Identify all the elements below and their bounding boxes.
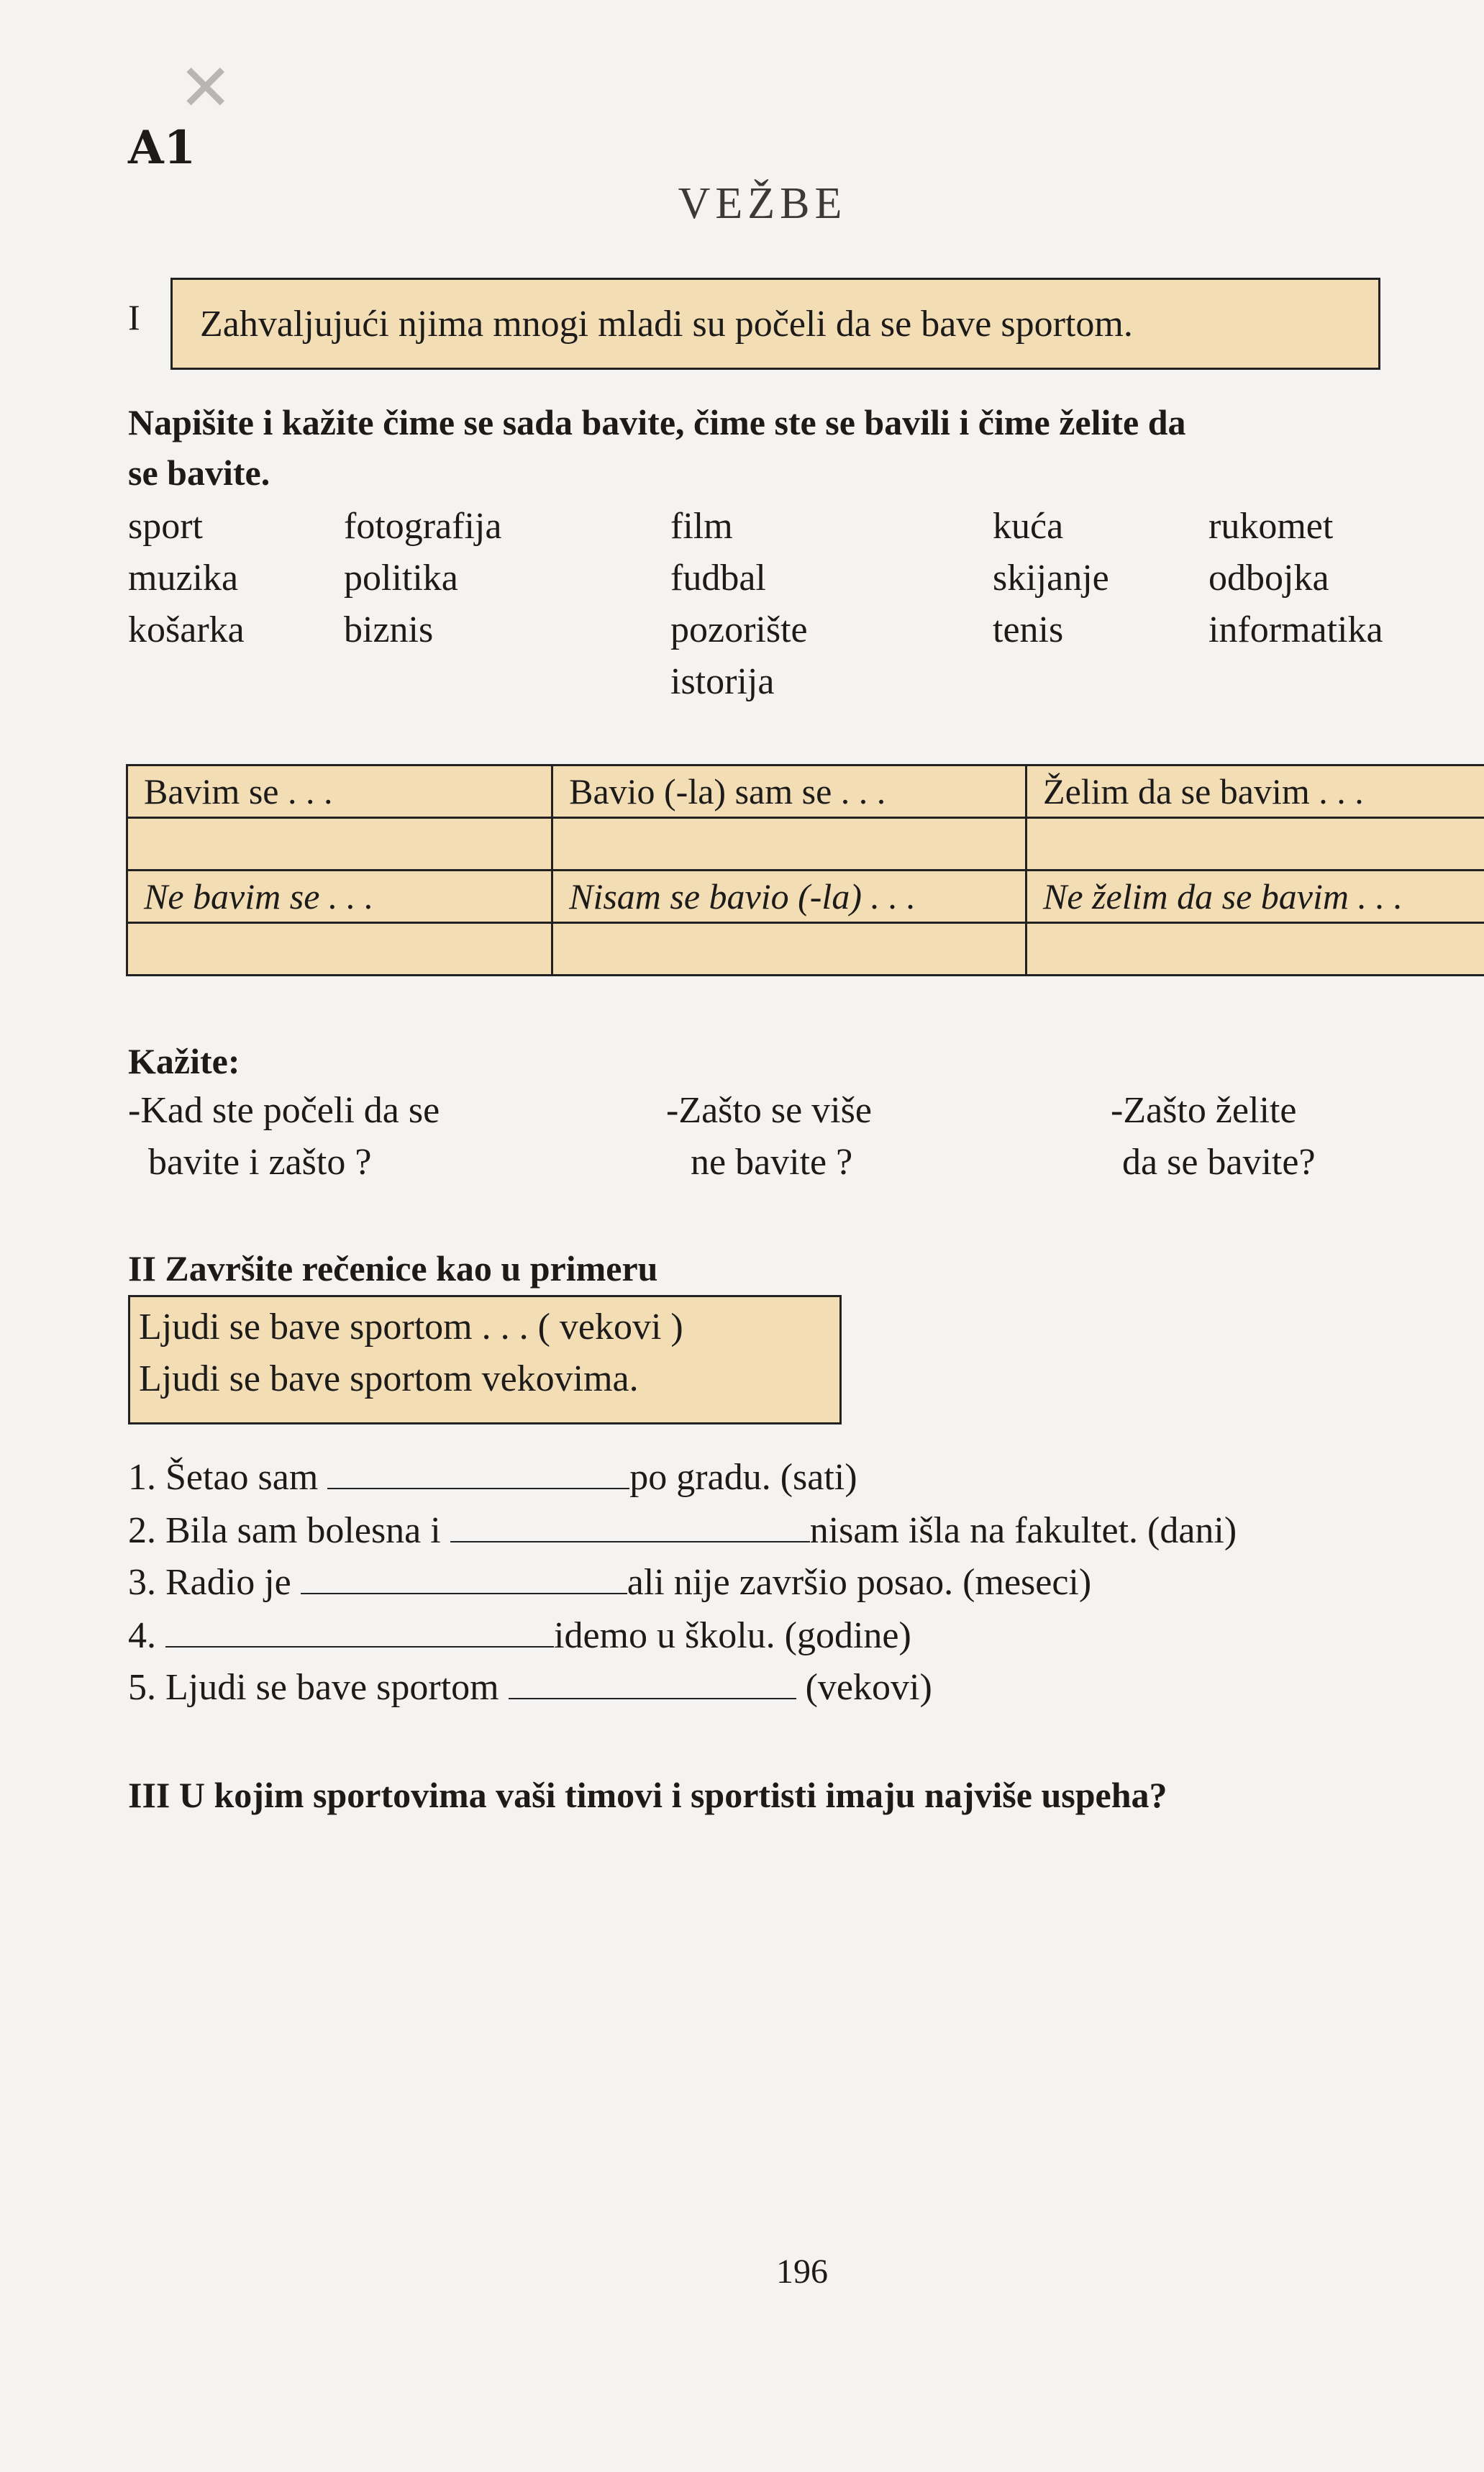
item-text-before: 4.	[128, 1615, 165, 1656]
answer-cell[interactable]	[1026, 818, 1484, 871]
exercise-item-5	[128, 1666, 932, 1709]
word-item: kuća	[993, 506, 1064, 547]
word-item: informatika	[1208, 609, 1383, 650]
item-text-before: 3. Radio je	[128, 1562, 301, 1603]
word-list	[128, 505, 1424, 712]
exercise-item-3	[128, 1561, 1091, 1604]
question-2-line1: -Zašto se više	[666, 1090, 872, 1131]
answer-blank[interactable]	[450, 1509, 810, 1542]
table-header-cell: Želim da se bavim . . .	[1026, 765, 1484, 818]
item-text-after: nisam išla na fakultet. (dani)	[809, 1510, 1237, 1551]
table-header-cell: Bavio (-la) sam se . . .	[552, 765, 1026, 818]
word-item: tenis	[993, 609, 1064, 650]
word-item: sport	[128, 506, 203, 547]
word-item: odbojka	[1208, 558, 1329, 599]
item-text-after: po gradu. (sati)	[629, 1457, 857, 1498]
table-row-affirmative	[127, 765, 1484, 818]
item-text-after: (vekovi)	[796, 1667, 932, 1708]
table-header-cell: Nisam se bavio (-la) . . .	[552, 871, 1026, 923]
table-row-answer	[127, 818, 1484, 871]
table-header-cell: Ne želim da se bavim . . .	[1026, 871, 1484, 923]
question-2-line2: ne bavite ?	[691, 1142, 853, 1183]
word-item	[1208, 660, 1424, 712]
table-header-cell: Bavim se . . .	[127, 765, 552, 818]
question-3-line2: da se bavite?	[1122, 1142, 1316, 1183]
example-sentence-box	[170, 278, 1380, 370]
word-row	[128, 557, 1424, 609]
word-item: skijanje	[993, 558, 1109, 599]
word-item: politika	[344, 558, 458, 599]
pencil-x-mark: ✕	[178, 50, 233, 126]
table-header-cell: Ne bavim se . . .	[127, 871, 552, 923]
item-text-after: ali nije završio posao. (meseci)	[627, 1562, 1092, 1603]
answer-blank[interactable]	[327, 1456, 629, 1489]
answer-cell[interactable]	[552, 923, 1026, 976]
page-number: 196	[776, 2253, 828, 2291]
item-text-before: 2. Bila sam bolesna i	[128, 1510, 450, 1551]
word-row	[128, 609, 1424, 660]
answer-cell[interactable]	[127, 923, 552, 976]
word-item: rukomet	[1208, 506, 1334, 547]
question-1-line2: bavite i zašto ?	[148, 1142, 372, 1183]
table-row-answer	[127, 923, 1484, 976]
example-sentence: Zahvaljujući njima mnogi mladi su počeli da se bave sportom.	[200, 303, 1133, 345]
word-item	[344, 660, 670, 712]
exercise-item-1	[128, 1456, 857, 1499]
word-item: košarka	[128, 609, 245, 650]
word-item	[993, 660, 1208, 712]
page-title: VEŽBE	[678, 179, 847, 228]
item-text-before: 1. Šetao sam	[128, 1457, 328, 1498]
word-item: biznis	[344, 609, 434, 650]
section-1-numeral: I	[128, 297, 140, 337]
answer-cell[interactable]	[1026, 923, 1484, 976]
kazite-label: Kažite:	[128, 1041, 240, 1081]
word-item: muzika	[128, 558, 239, 599]
word-item: fudbal	[670, 558, 766, 599]
question-1-line1: -Kad ste počeli da se	[128, 1090, 440, 1131]
word-item: fotografija	[344, 506, 502, 547]
section-1-instruction-line2: se bavite.	[128, 453, 270, 493]
example-answer: Ljudi se bave sportom vekovima.	[139, 1358, 639, 1399]
word-row	[128, 505, 1424, 557]
answer-blank[interactable]	[301, 1561, 627, 1594]
word-row	[128, 660, 1424, 712]
answer-blank[interactable]	[509, 1666, 796, 1699]
word-item	[128, 660, 344, 712]
item-text-after: idemo u školu. (godine)	[554, 1615, 911, 1656]
table-row-negative	[127, 871, 1484, 923]
level-badge: A1	[128, 121, 196, 175]
section-2-heading: II Završite rečenice kao u primeru	[128, 1248, 658, 1289]
example-box	[128, 1295, 842, 1424]
example-prompt: Ljudi se bave sportom . . . ( vekovi )	[139, 1307, 683, 1348]
item-text-before: 5. Ljudi se bave sportom	[128, 1667, 509, 1708]
section-3-heading: III U kojim sportovima vaši timovi i sportisti imaju najviše uspeha?	[128, 1775, 1167, 1815]
answer-cell[interactable]	[552, 818, 1026, 871]
word-item: film	[670, 506, 733, 547]
section-1-instruction-line1: Napišite i kažite čime se sada bavite, čime ste se bavili i čime želite da	[128, 402, 1186, 442]
question-3-line1: -Zašto želite	[1111, 1090, 1297, 1131]
answer-cell[interactable]	[127, 818, 552, 871]
word-item: pozorište	[670, 609, 808, 650]
activity-table	[126, 764, 1484, 976]
exercise-item-4	[128, 1614, 911, 1657]
word-item: istorija	[670, 661, 775, 702]
exercise-item-2	[128, 1509, 1237, 1552]
answer-blank[interactable]	[165, 1614, 554, 1648]
